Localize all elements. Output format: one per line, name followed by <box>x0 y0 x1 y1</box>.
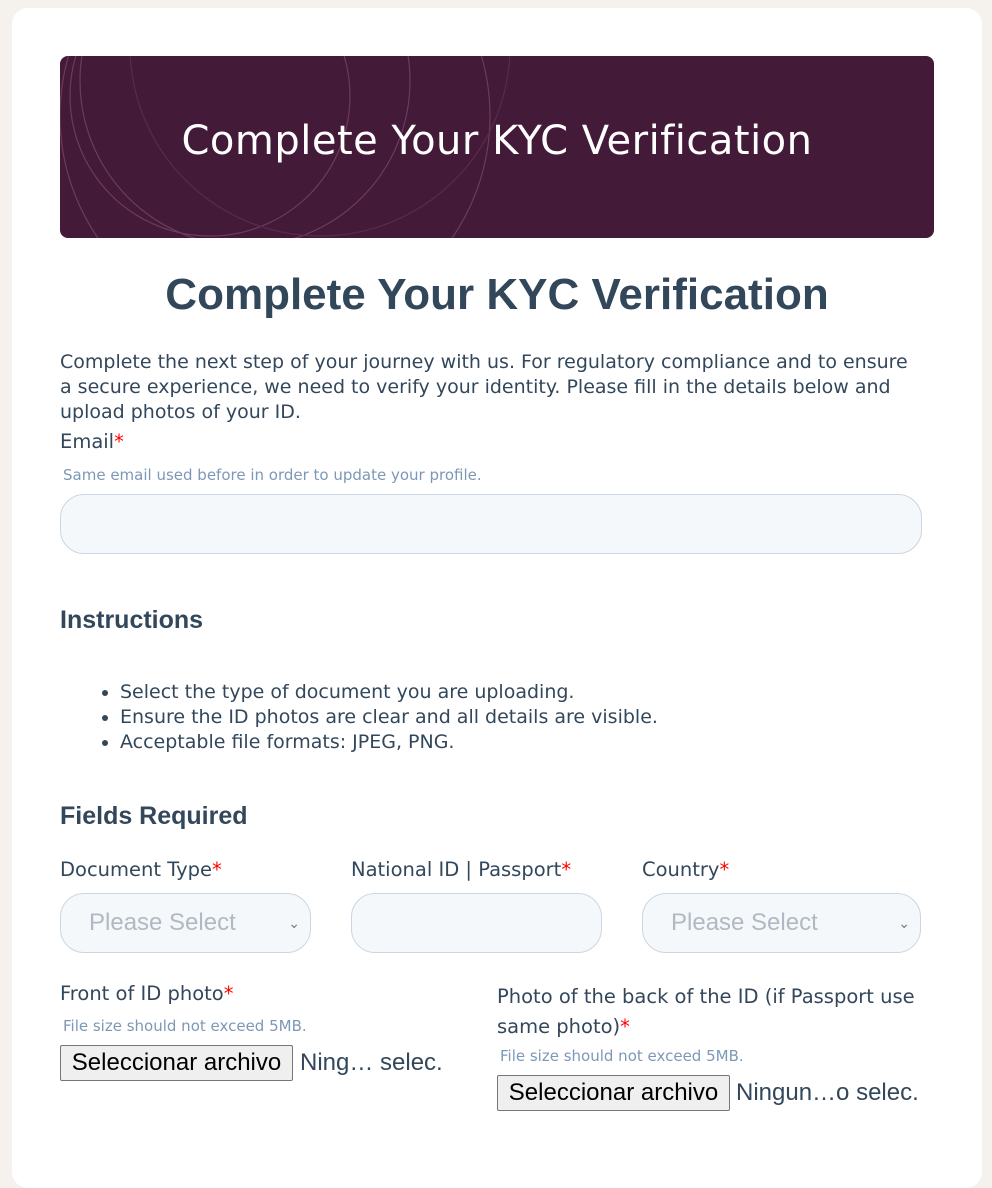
email-field[interactable] <box>60 494 922 554</box>
back-id-help-text: File size should not exceed 5MB. <box>500 1047 744 1065</box>
list-item: • Ensure the ID photos are clear and all details are visible. <box>120 705 658 730</box>
list-item: • Select the type of document you are uploading. <box>120 680 658 705</box>
instructions-list <box>60 680 658 755</box>
required-marker: * <box>212 858 222 881</box>
required-marker: * <box>223 982 234 1005</box>
email-label <box>60 430 124 453</box>
country-label-text: Country <box>642 858 720 881</box>
country-select[interactable] <box>642 893 921 953</box>
required-marker: * <box>620 1015 630 1038</box>
back-id-label-line1: Photo of the back of the ID (if Passport use <box>497 985 915 1008</box>
intro-text: Complete the next step of your journey with us. For regulatory compliance and to ensure a secure experience, we need to verify your identity. Please fill in the details below and upload photos of your ID. <box>60 351 908 423</box>
front-id-label-text: Front of ID photo <box>60 982 224 1005</box>
document-type-label <box>60 858 222 881</box>
document-type-selected-value: Please Select <box>89 909 236 936</box>
chevron-down-icon: ⌄ <box>898 915 910 931</box>
document-type-label-text: Document Type <box>60 858 213 881</box>
banner-title: Complete Your KYC Verification <box>181 118 813 164</box>
country-label <box>642 858 729 881</box>
front-id-file-button[interactable]: Seleccionar archivo <box>60 1045 293 1081</box>
fields-required-title: Fields Required <box>60 802 248 830</box>
header-banner <box>60 56 934 238</box>
national-id-field[interactable] <box>351 893 602 953</box>
email-help-text: Same email used before in order to update your profile. <box>63 466 482 484</box>
document-type-select[interactable] <box>60 893 311 953</box>
back-id-label-line2: same photo) <box>497 1015 621 1038</box>
required-marker: * <box>561 858 572 881</box>
email-label-text: Email <box>60 430 115 453</box>
chevron-down-icon: ⌄ <box>288 915 300 931</box>
back-id-file-status: Ningun…o selec. <box>736 1079 919 1106</box>
page-title: Complete Your KYC Verification <box>165 270 829 319</box>
front-id-label <box>60 982 233 1005</box>
front-id-help-text: File size should not exceed 5MB. <box>63 1017 307 1035</box>
national-id-label-text: National ID | Passport <box>351 858 562 881</box>
back-id-label <box>497 982 915 1042</box>
required-marker: * <box>114 430 124 453</box>
required-marker: * <box>719 858 730 881</box>
form-card <box>12 8 982 1188</box>
back-id-file-button[interactable]: Seleccionar archivo <box>497 1075 730 1111</box>
instructions-title: Instructions <box>60 606 204 634</box>
list-item: • Acceptable file formats: JPEG, PNG. <box>120 730 658 755</box>
country-selected-value: Please Select <box>671 909 818 936</box>
national-id-label <box>351 858 571 881</box>
front-id-file-status: Ning… selec. <box>300 1049 443 1076</box>
